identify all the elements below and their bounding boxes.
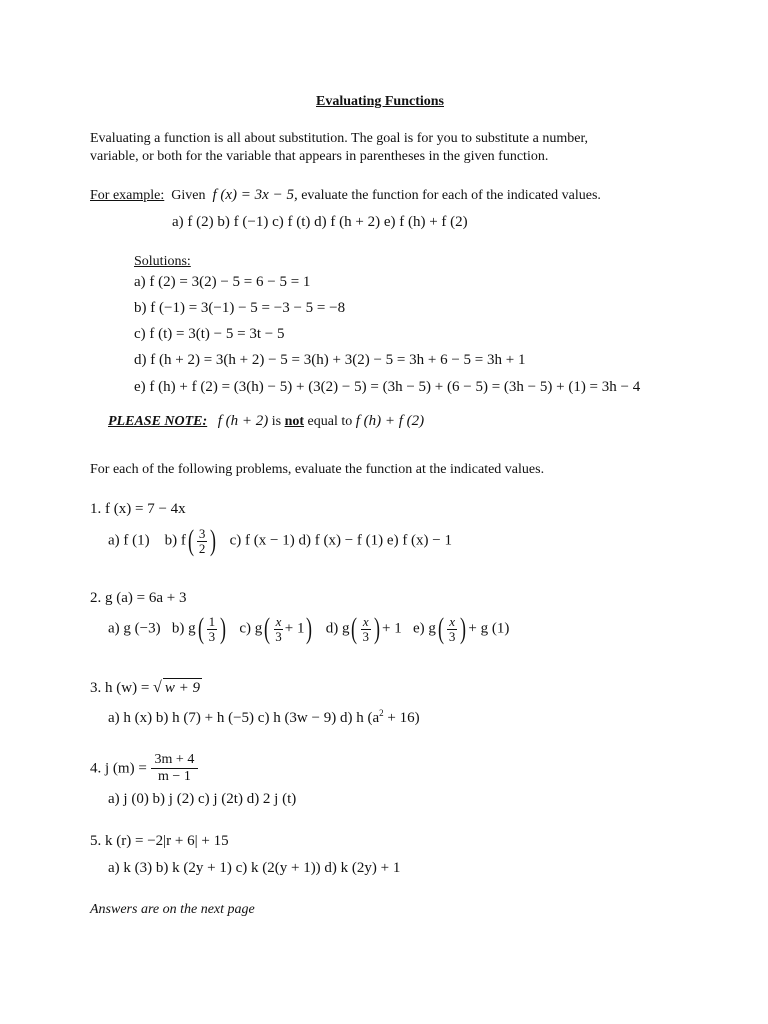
problem-2-b: b) g [171,620,196,637]
solution-b: b) f (−1) = 3(−1) − 5 = −3 − 5 = −8 [134,300,346,316]
solution-c: c) f (t) = 3(t) − 5 = 3t − 5 [134,326,285,342]
problem-2-items: a) g (−3) b) g( $\frac{1}{3}$ ) c) g( $\frac{x}{3}$ + 1) d) g( $\frac{x}{3}$ ) + 1 e) g( $\frac{x}{3}$ ) + g (1) [108,612,510,645]
problem-4-statement: 4. j (m) = $\frac{3m + 4}{m - 1}$ [90,752,198,785]
example-line [90,186,601,205]
problem-2-d: d) g [325,620,350,637]
example-items: a) f (2) b) f (−1) c) f (t) d) f (h + 2) e) f (h) + f (2) [172,214,468,230]
problem-1-items: a) f (1) b) f( $\frac{3}{2}$ ) c) f (x − 1) d) f (x) − f (1) e) f (x) − 1 [108,524,453,557]
problem-1-b-fraction: $\frac{3}{2}$ [198,525,206,556]
please-note-line [108,412,424,431]
example-function: f (x) = 3x − 5, [212,187,298,203]
solution-d: d) f (h + 2) = 3(h + 2) − 5 = 3(h) + 3(2) − 5 = 3h + 6 − 5 = 3h + 1 [134,352,526,368]
page-title: Evaluating Functions [316,94,444,109]
problem-3-items: a) h (x) b) h (7) + h (−5) c) h (3w − 9) d) h $(a^2 + 16)$ [108,708,420,726]
intro-line-2: variable, or both for the variable that appears in parentheses in the given function. [90,149,549,164]
problem-1-a: a) f (1) [108,532,150,549]
problem-4-items: a) j (0) b) j (2) c) j (2t) d) 2 j (t) [108,791,297,807]
problem-2-a: a) g (−3) [108,620,161,637]
problem-3-statement: 3. h (w) = √ w + 9 [90,679,200,696]
please-note-label: PLEASE NOTE: [108,414,208,429]
example-label: For example: [90,188,165,203]
please-note-is: is [271,414,282,429]
problem-1-statement: 1. f (x) = 7 − 4x [90,501,186,517]
please-note-not: not [284,414,305,429]
problem-4-fraction: $\frac{3m + 4}{m - 1}$ [151,752,199,785]
problem-2-statement: 2. g (a) = 6a + 3 [90,590,187,606]
problem-2-c: c) g [239,620,263,637]
solution-e: e) f (h) + f (2) = (3(h) − 5) + (3(2) − 5) = (3h − 5) + (6 − 5) = (3h − 5) + (1) = 3h − 4 [134,379,641,395]
problem-2-e: e) g [412,620,436,637]
solutions-label: Solutions: [134,254,191,269]
problem-1-rest: c) f (x − 1) d) f (x) − f (1) e) f (x) − 1 [229,532,453,549]
intro-line-1: Evaluating a function is all about substitution. The goal is for you to substitute a number, [90,131,589,146]
instructions: For each of the following problems, evaluate the function at the indicated values. [90,462,545,477]
please-note-equal-to: equal to [307,414,353,429]
problem-5-statement: 5. k (r) = −2|r + 6| + 15 [90,833,229,849]
example-given: Given [171,188,206,203]
footer-note: Answers are on the next page [90,902,255,917]
problem-3-radicand: w + 9 [164,680,200,696]
please-note-expr1: f (h + 2) [217,413,269,429]
problem-1-b: b) f [164,532,186,549]
please-note-expr2: f (h) + f (2) [355,413,425,429]
example-instruction: evaluate the function for each of the indicated values. [301,188,601,203]
solution-a: a) f (2) = 3(2) − 5 = 6 − 5 = 1 [134,274,311,290]
problem-5-items: a) k (3) b) k (2y + 1) c) k (2(y + 1)) d) k (2y) + 1 [108,860,401,876]
